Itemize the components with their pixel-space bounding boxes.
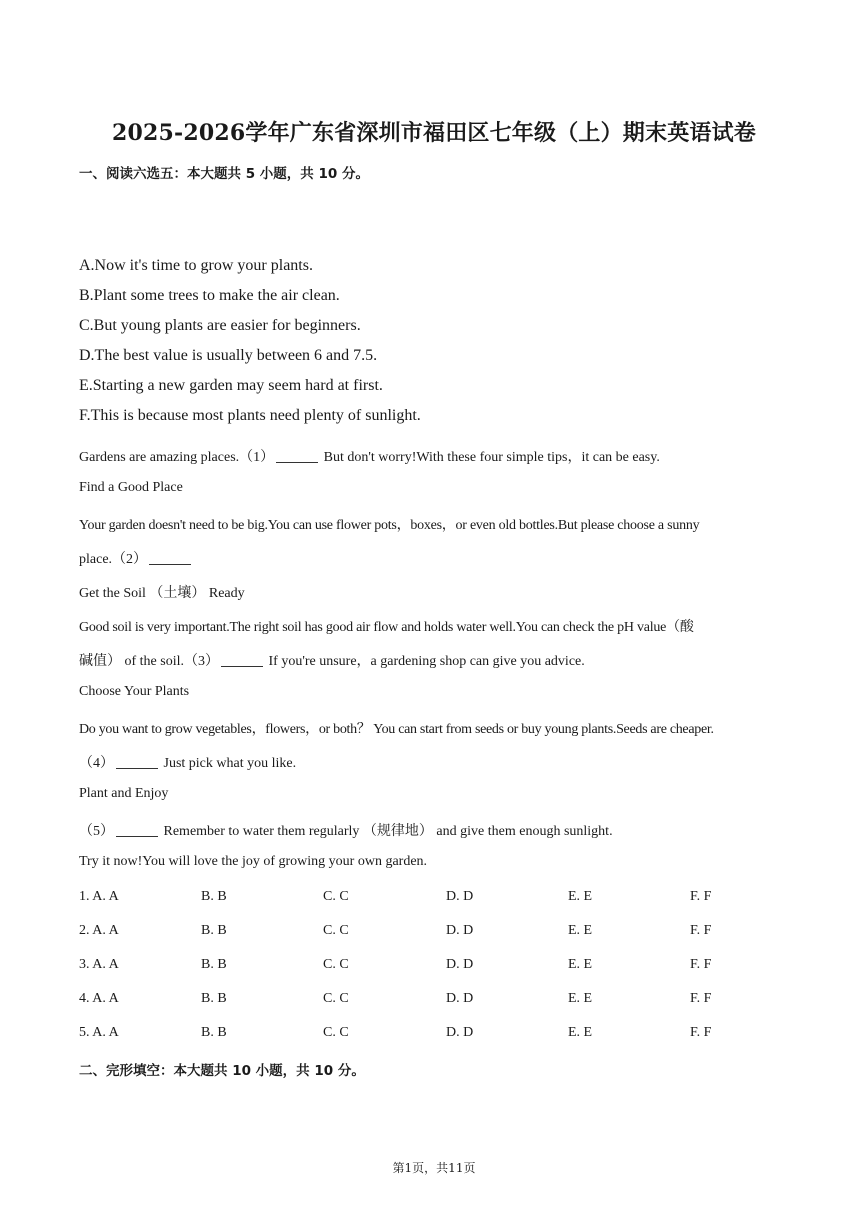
choice-5-a[interactable]: 5. A. A xyxy=(79,1025,119,1040)
passage-line: Do you want to grow vegetables，flowers，or both？ You can start from seeds or buy young plants.Seeds are cheaper. xyxy=(79,722,714,737)
answer-blank xyxy=(116,767,158,769)
subheading-place: Find a Good Place xyxy=(79,480,183,495)
passage-line: Try it now!You will love the joy of growing your own garden. xyxy=(79,854,428,869)
passage-line xyxy=(79,548,193,568)
choice-2-a[interactable]: 2. A. A xyxy=(79,923,119,938)
passage-text: Gardens are amazing places.（1） xyxy=(79,450,275,465)
passage-text: 碱值） of the soil.（3） xyxy=(79,654,219,669)
choice-5-c[interactable]: C. C xyxy=(323,1025,349,1040)
option-b: B.Plant some trees to make the air clean. xyxy=(79,287,340,304)
choice-1-d[interactable]: D. D xyxy=(446,889,474,904)
choice-5-d[interactable]: D. D xyxy=(446,1025,474,1040)
option-c: C.But young plants are easier for beginners. xyxy=(79,317,361,334)
passage-line xyxy=(79,446,660,466)
choice-4-b[interactable]: B. B xyxy=(201,991,227,1006)
option-f: F.This is because most plants need plenty of sunlight. xyxy=(79,407,421,424)
passage-line xyxy=(79,752,296,772)
choice-1-f[interactable]: F. F xyxy=(690,889,712,904)
passage-line xyxy=(79,820,613,840)
choice-4-f[interactable]: F. F xyxy=(690,991,712,1006)
subheading-enjoy: Plant and Enjoy xyxy=(79,786,169,801)
passage-line xyxy=(79,650,585,670)
choice-2-d[interactable]: D. D xyxy=(446,923,474,938)
passage-text: （4） xyxy=(79,756,114,771)
choice-2-c[interactable]: C. C xyxy=(323,923,349,938)
passage-line: Your garden doesn't need to be big.You can use flower pots，boxes，or even old bottles.But please choose a sunny xyxy=(79,518,700,533)
passage-text: place.（2） xyxy=(79,552,148,567)
choice-3-b[interactable]: B. B xyxy=(201,957,227,972)
choice-4-d[interactable]: D. D xyxy=(446,991,474,1006)
choice-3-c[interactable]: C. C xyxy=(323,957,349,972)
section-heading-1: 一、阅读六选五：本大题共 5 小题，共 10 分。 xyxy=(79,166,369,182)
choice-5-f[interactable]: F. F xyxy=(690,1025,712,1040)
choice-1-e[interactable]: E. E xyxy=(568,889,593,904)
passage-line: Good soil is very important.The right soil has good air flow and holds water well.You can check the pH value（酸 xyxy=(79,620,694,635)
choice-2-b[interactable]: B. B xyxy=(201,923,227,938)
choice-5-b[interactable]: B. B xyxy=(201,1025,227,1040)
option-e: E.Starting a new garden may seem hard at first. xyxy=(79,377,383,394)
option-d: D.The best value is usually between 6 and 7.5. xyxy=(79,347,378,364)
choice-1-a[interactable]: 1. A. A xyxy=(79,889,119,904)
passage-text: If you're unsure，a gardening shop can give you advice. xyxy=(268,654,585,669)
page-footer: 第1页，共11页 xyxy=(392,1161,476,1175)
choice-1-c[interactable]: C. C xyxy=(323,889,349,904)
answer-blank xyxy=(221,665,263,667)
choice-2-e[interactable]: E. E xyxy=(568,923,593,938)
answer-blank xyxy=(116,835,158,837)
passage-text: But don't worry!With these four simple tips，it can be easy. xyxy=(323,450,660,465)
choice-4-a[interactable]: 4. A. A xyxy=(79,991,119,1006)
subheading-soil: Get the Soil （土壤） Ready xyxy=(79,586,245,601)
choice-1-b[interactable]: B. B xyxy=(201,889,227,904)
page-title: 2025-2026学年广东省深圳市福田区七年级（上）期末英语试卷 xyxy=(112,120,756,146)
choice-3-d[interactable]: D. D xyxy=(446,957,474,972)
section-heading-2: 二、完形填空：本大题共 10 小题，共 10 分。 xyxy=(79,1063,365,1079)
answer-blank xyxy=(276,461,318,463)
option-a: A.Now it's time to grow your plants. xyxy=(79,257,313,274)
answer-blank xyxy=(149,563,191,565)
choice-2-f[interactable]: F. F xyxy=(690,923,712,938)
passage-text: （5） xyxy=(79,824,114,839)
passage-text: Just pick what you like. xyxy=(163,756,297,771)
choice-4-e[interactable]: E. E xyxy=(568,991,593,1006)
choice-4-c[interactable]: C. C xyxy=(323,991,349,1006)
subheading-plants: Choose Your Plants xyxy=(79,684,190,699)
choice-3-e[interactable]: E. E xyxy=(568,957,593,972)
choice-3-f[interactable]: F. F xyxy=(690,957,712,972)
choice-3-a[interactable]: 3. A. A xyxy=(79,957,119,972)
passage-text: Remember to water them regularly （规律地） and give them enough sunlight. xyxy=(163,824,613,839)
choice-5-e[interactable]: E. E xyxy=(568,1025,593,1040)
